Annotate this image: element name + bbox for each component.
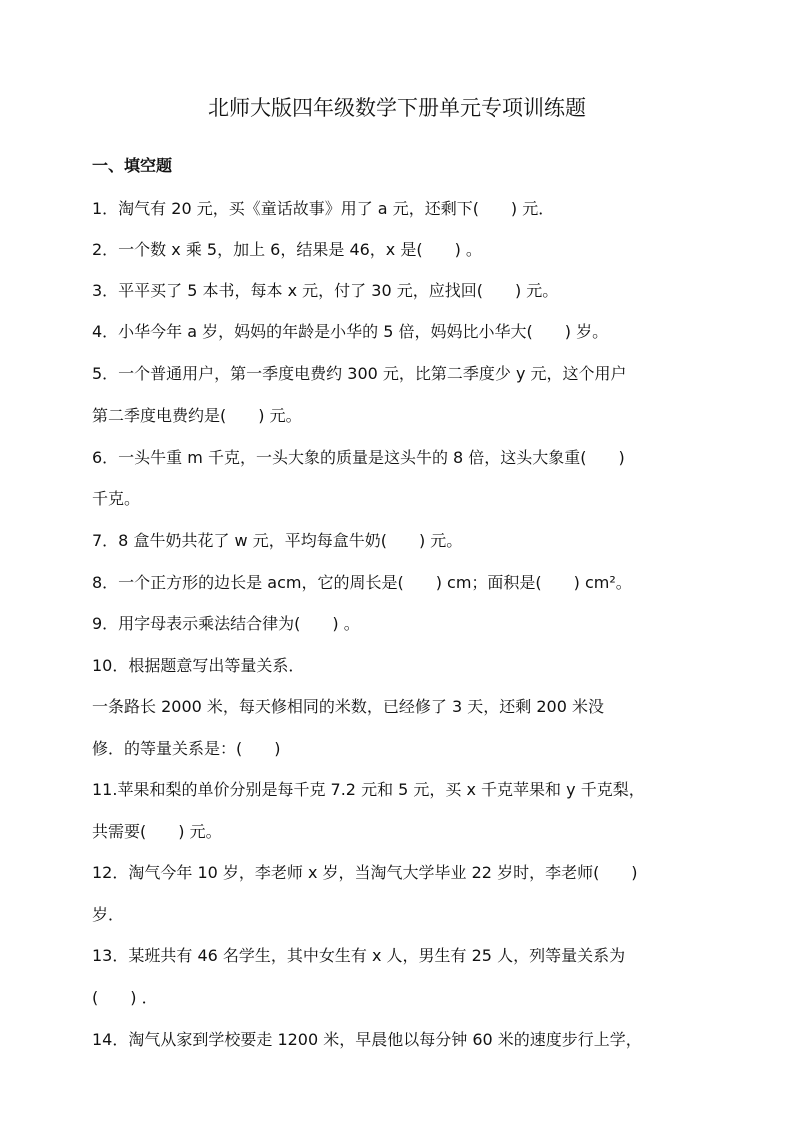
- question-line-7: 7．8 盒牛奶共花了 w 元，平均每盒牛奶( ) 元。: [92, 531, 463, 550]
- question-line-5: 5．一个普通用户，第一季度电费约 300 元，比第二季度少 y 元，这个用户: [92, 364, 627, 383]
- document-title: 北师大版四年级数学下册单元专项训练题: [208, 96, 586, 120]
- question-line-10-cont2: 修．的等量关系是：( ): [92, 739, 281, 758]
- question-line-9: 9．用字母表示乘法结合律为( ) 。: [92, 614, 360, 633]
- question-line-6: 6．一头牛重 m 千克，一头大象的质量是这头牛的 8 倍，这头大象重( ): [92, 448, 625, 467]
- question-line-11: 11.苹果和梨的单价分别是每千克 7.2 元和 5 元，买 x 千克苹果和 y 千克梨，: [92, 780, 645, 799]
- question-line-12: 12．淘气今年 10 岁，李老师 x 岁，当淘气大学毕业 22 岁时，李老师( ): [92, 863, 638, 882]
- question-line-14: 14．淘气从家到学校要走 1200 米，早晨他以每分钟 60 米的速度步行上学，: [92, 1030, 642, 1049]
- question-line-6-cont: 千克。: [92, 489, 141, 508]
- question-line-1: 1．淘气有 20 元，买《童话故事》用了 a 元，还剩下( ) 元．: [92, 199, 555, 218]
- question-line-3: 3．平平买了 5 本书，每本 x 元，付了 30 元，应找回( ) 元。: [92, 281, 559, 300]
- question-line-5-cont: 第二季度电费约是( ) 元。: [92, 406, 302, 425]
- question-line-2: 2．一个数 x 乘 5，加上 6，结果是 46，x 是( ) 。: [92, 240, 482, 259]
- question-line-10: 10．根据题意写出等量关系．: [92, 656, 305, 675]
- question-line-10-cont: 一条路长 2000 米，每天修相同的米数，已经修了 3 天，还剩 200 米没: [92, 697, 604, 716]
- question-line-13-cont: ( ) ．: [92, 988, 158, 1007]
- question-line-8: 8．一个正方形的边长是 acm，它的周长是( ) cm；面积是( ) cm²。: [92, 573, 632, 592]
- question-line-13: 13．某班共有 46 名学生，其中女生有 x 人，男生有 25 人，列等量关系为: [92, 946, 626, 965]
- question-line-12-cont: 岁．: [92, 905, 125, 924]
- question-line-4: 4．小华今年 a 岁，妈妈的年龄是小华的 5 倍，妈妈比小华大( ) 岁。: [92, 322, 609, 341]
- question-line-11-cont: 共需要( ) 元。: [92, 822, 222, 841]
- section-heading: 一、填空题: [92, 156, 173, 175]
